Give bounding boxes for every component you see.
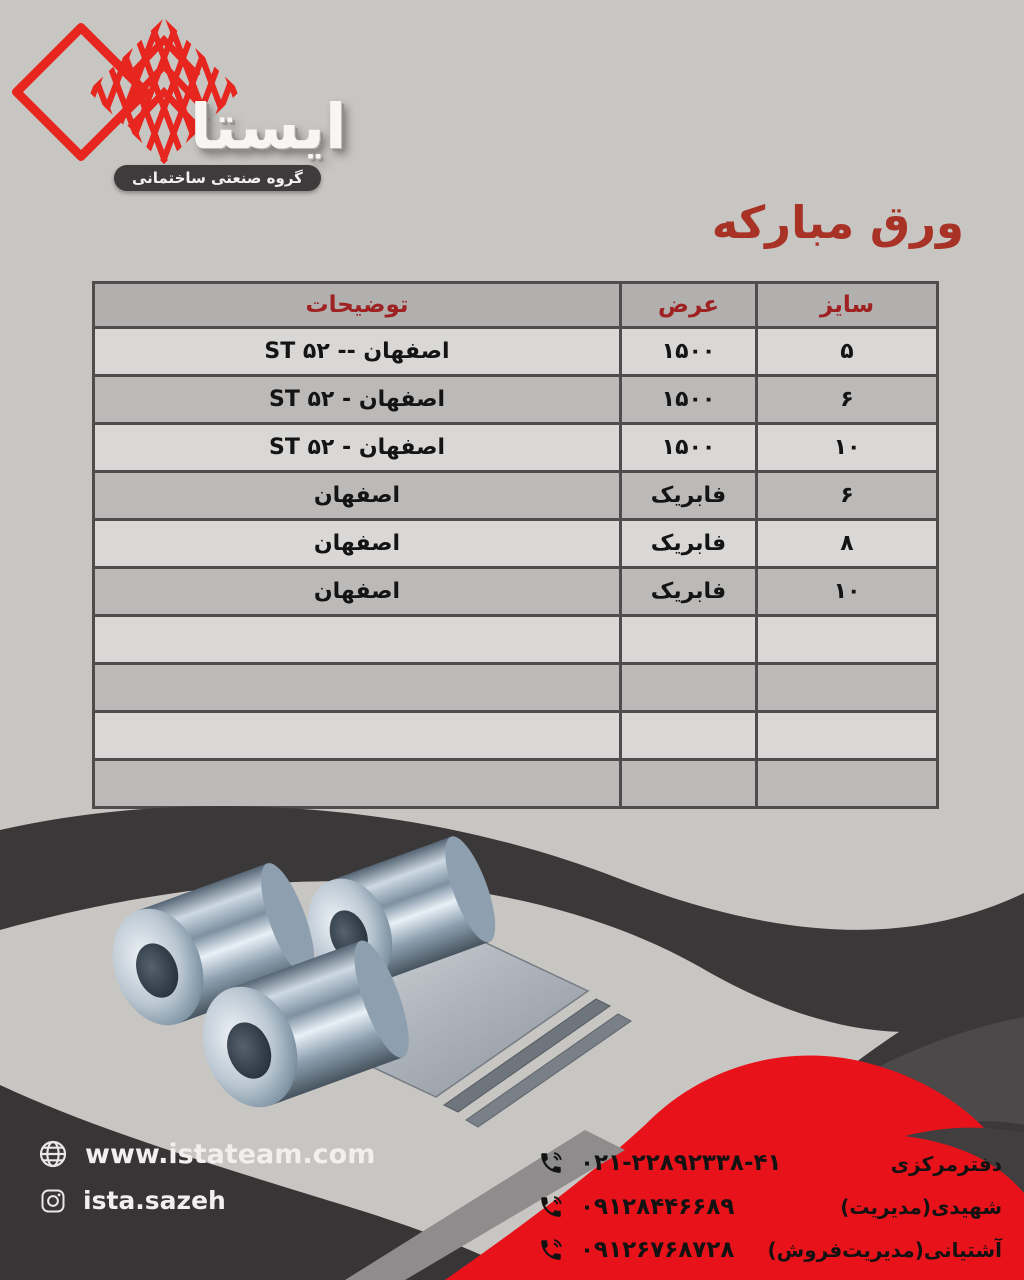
phone-number-management: ۰۹۱۲۸۴۴۶۶۸۹ — [580, 1194, 735, 1220]
description-cell — [94, 616, 621, 664]
phone-number-sales: ۰۹۱۲۶۷۶۸۷۲۸ — [580, 1237, 735, 1263]
table-row — [94, 376, 938, 424]
width-cell: فابریک — [621, 520, 757, 568]
size-cell: ۶ — [757, 376, 938, 424]
phone-row-sales — [538, 1237, 734, 1263]
table-row — [94, 616, 938, 664]
instagram-row[interactable] — [39, 1186, 226, 1215]
width-cell — [621, 712, 757, 760]
phone-row-management — [538, 1194, 734, 1220]
instagram-handle[interactable]: ista.sazeh — [83, 1186, 226, 1215]
width-cell: فابریک — [621, 568, 757, 616]
width-cell — [621, 664, 757, 712]
size-cell — [757, 664, 938, 712]
table-header — [94, 283, 938, 328]
width-cell: فابریک — [621, 472, 757, 520]
description-cell: اصفهان — [94, 520, 621, 568]
table-row — [94, 424, 938, 472]
width-cell: ۱۵۰۰ — [621, 376, 757, 424]
description-column-header: توضیحات — [94, 283, 621, 328]
size-cell — [757, 616, 938, 664]
table-row — [94, 664, 938, 712]
sheet-table-body — [94, 328, 938, 808]
table-row — [94, 520, 938, 568]
size-cell: ۸ — [757, 520, 938, 568]
description-cell: ST ۵۲ -- اصفهان — [94, 328, 621, 376]
website-text[interactable]: www.istateam.com — [85, 1138, 376, 1170]
table-row — [94, 568, 938, 616]
table-row — [94, 472, 938, 520]
globe-icon — [37, 1138, 69, 1170]
size-column-header: سایز — [757, 283, 938, 328]
header-row — [94, 283, 938, 328]
brand-logo — [0, 0, 400, 215]
size-cell — [757, 712, 938, 760]
size-cell: ۵ — [757, 328, 938, 376]
width-cell: ۱۵۰۰ — [621, 424, 757, 472]
instagram-icon — [39, 1187, 67, 1215]
phone-label-sales: آشتیانی(مدیریت‌فروش) — [767, 1238, 1002, 1262]
phone-icon — [538, 1194, 564, 1220]
description-cell: اصفهان — [94, 472, 621, 520]
size-cell: ۶ — [757, 472, 938, 520]
logo-wordmark: ایستا — [190, 90, 347, 163]
phone-label-office: دفترمرکزی — [890, 1152, 1002, 1176]
phone-number-office: ۰۲۱-۲۲۸۹۲۳۳۸-۴۱ — [580, 1150, 782, 1176]
table-row — [94, 712, 938, 760]
description-cell: ST ۵۲ - اصفهان — [94, 376, 621, 424]
phone-label-management: شهیدی(مدیریت) — [840, 1195, 1002, 1219]
width-cell: ۱۵۰۰ — [621, 328, 757, 376]
phone-row-office — [538, 1150, 782, 1176]
description-cell: اصفهان — [94, 568, 621, 616]
description-cell — [94, 664, 621, 712]
width-column-header: عرض — [621, 283, 757, 328]
page-title: ورق مبارکه — [711, 196, 964, 249]
price-table — [92, 281, 939, 809]
website-row[interactable] — [37, 1138, 375, 1170]
brand-tagline: گروه صنعتی ساختمانی — [114, 165, 321, 191]
description-cell: ST ۵۲ - اصفهان — [94, 424, 621, 472]
size-cell: ۱۰ — [757, 568, 938, 616]
phone-icon — [538, 1150, 564, 1176]
phone-icon — [538, 1237, 564, 1263]
size-cell: ۱۰ — [757, 424, 938, 472]
table-row — [94, 328, 938, 376]
description-cell — [94, 712, 621, 760]
width-cell — [621, 616, 757, 664]
